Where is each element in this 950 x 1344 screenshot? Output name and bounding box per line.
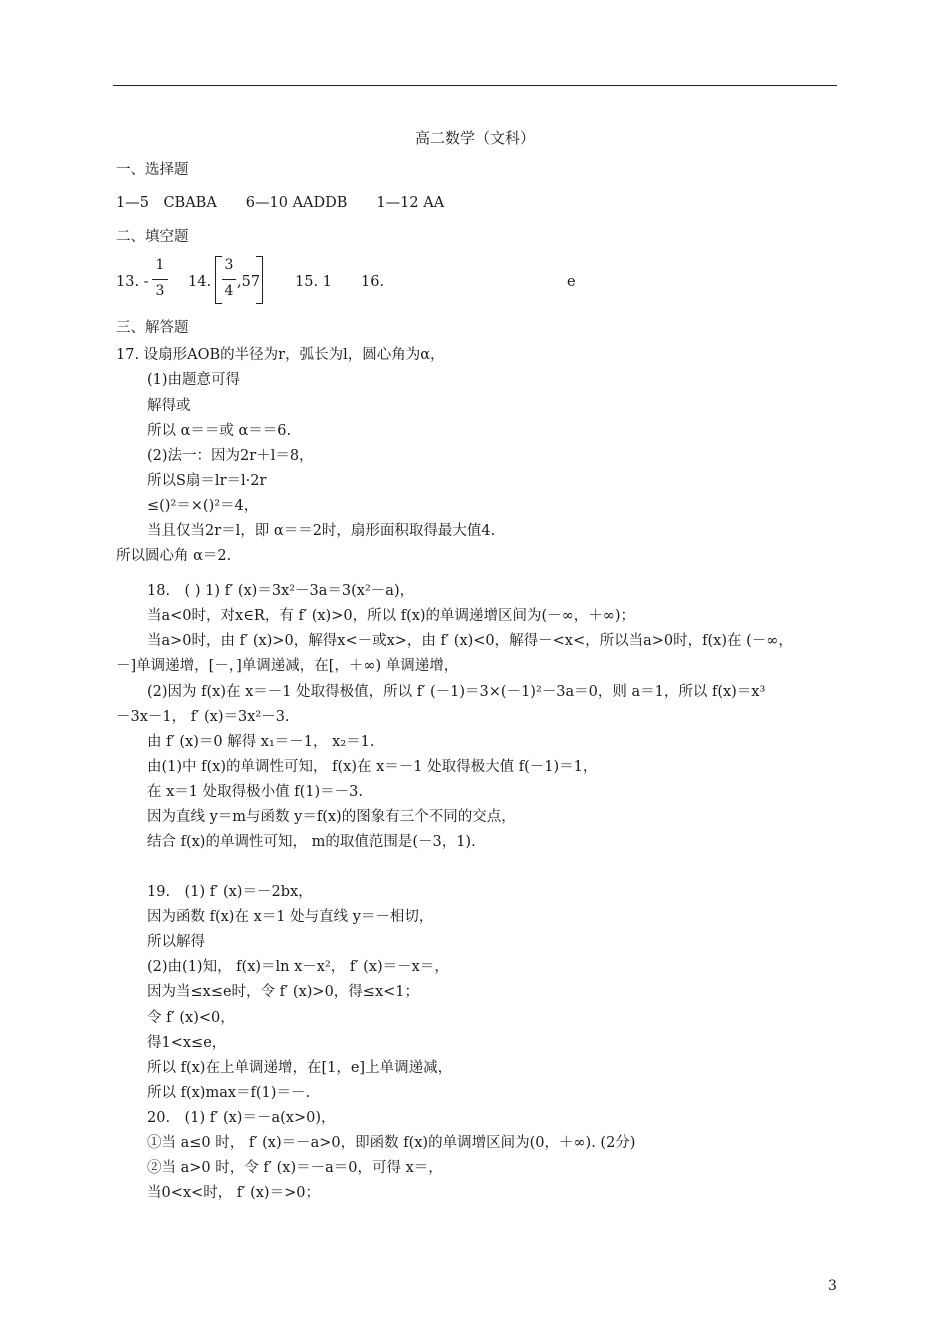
q14-numerator: 3 xyxy=(224,257,234,273)
solution-line: 当且仅当2r＝l，即 α＝＝2时，扇形面积取得最大值4. xyxy=(147,523,496,539)
solution-line: 20. (1) f′ (x)＝－a(x>0)， xyxy=(147,1110,336,1126)
solution-line: 所以解得 xyxy=(147,934,205,950)
solution-line: 令 f′ (x)<0， xyxy=(147,1010,235,1026)
q15-answer: 15. 1 xyxy=(295,274,332,290)
solution-line: 19. (1) f′ (x)＝－2bx， xyxy=(147,884,313,900)
section-heading-solutions: 三、解答题 xyxy=(116,320,189,336)
solution-line: (2)由(1)知， f(x)＝ln x－x²， f′ (x)＝－x＝， xyxy=(147,959,449,975)
q16-value: e xyxy=(567,274,576,290)
solution-line: (2)法一：因为2r＋l＝8， xyxy=(147,448,314,464)
solution-line: 当a>0时，由 f′ (x)>0，解得x<－或x>，由 f′ (x)<0，解得－<x<，所以当a>0时，f(x)在 (－∞， xyxy=(147,633,793,649)
solution-line: 因为当≤x≤e时，令 f′ (x)>0，得≤x<1； xyxy=(147,984,420,1000)
q13-numerator: 1 xyxy=(155,257,165,273)
header-rule xyxy=(113,85,837,86)
solution-line: (2)因为 f(x)在 x＝－1 处取得极值，所以 f′ (－1)＝3×(－1)²－3a＝0，则 a＝1，所以 f(x)＝x³ xyxy=(147,684,766,700)
q16-label: 16. xyxy=(361,274,385,290)
solution-line: ①当 a≤0 时， f′ (x)＝－a>0，即函数 f(x)的单调增区间为(0，＋∞). (2分) xyxy=(147,1135,636,1151)
solution-line: 得1<x≤e， xyxy=(147,1035,227,1051)
q14-fraction-bar xyxy=(222,279,236,280)
q14-prefix: 14. xyxy=(188,274,212,290)
section-heading-choice: 一、选择题 xyxy=(116,162,189,178)
page-number: 3 xyxy=(828,1278,837,1294)
solution-line: 由(1)中 f(x)的单调性可知， f(x)在 x＝－1 处取得极大值 f(－1)＝1， xyxy=(147,759,598,775)
q13-fraction-bar xyxy=(152,279,168,280)
solution-line: 解得或 xyxy=(147,398,191,414)
q14-left-bracket xyxy=(215,256,222,304)
solution-line: 因为函数 f(x)在 x＝1 处与直线 y＝－相切， xyxy=(147,909,434,925)
solution-line: －3x－1， f′ (x)＝3x²－3. xyxy=(116,709,290,725)
solution-line: 在 x＝1 处取得极小值 f(1)＝－3. xyxy=(147,784,363,800)
solution-line: (1)由题意可得 xyxy=(147,372,241,388)
solution-line: ≤()²＝×()²＝4， xyxy=(147,498,259,514)
q13-denominator: 3 xyxy=(155,283,165,299)
q14-denominator: 4 xyxy=(224,283,234,299)
solution-line: 因为直线 y＝m与函数 y＝f(x)的图象有三个不同的交点， xyxy=(147,809,516,825)
q14-tail: ,57 xyxy=(237,274,261,290)
solution-line: 所以圆心角 α＝2. xyxy=(116,548,232,564)
solution-line: 18. ( ) 1) f′ (x)＝3x²－3a＝3(x²－a)， xyxy=(147,583,415,599)
solution-line: 当0<x<时， f′ (x)＝>0； xyxy=(147,1185,320,1201)
page-title: 高二数学（文科） xyxy=(414,129,535,147)
solution-line: 所以 f(x)max＝f(1)＝－. xyxy=(147,1085,311,1101)
solution-line: 当a<0时，对x∈R，有 f′ (x)>0，所以 f(x)的单调递增区间为(－∞，＋∞)； xyxy=(147,608,636,624)
solution-line: －]单调递增，[－，]单调递减，在[，＋∞) 单调递增， xyxy=(116,658,459,674)
solution-line: ②当 a>0 时，令 f′ (x)＝－a＝0，可得 x＝， xyxy=(147,1160,443,1176)
q14-right-bracket xyxy=(256,256,263,304)
solution-line: 由 f′ (x)＝0 解得 x₁＝－1， x₂＝1. xyxy=(147,734,375,750)
solution-line: 17. 设扇形AOB的半径为r，弧长为l，圆心角为α， xyxy=(116,347,445,363)
solution-line: 所以 α＝＝或 α＝＝6. xyxy=(147,423,292,439)
q13-prefix: 13. - xyxy=(116,274,149,290)
solution-line: 所以 f(x)在上单调递增，在[1，e]上单调递减， xyxy=(147,1060,453,1076)
solution-line: 所以S扇＝lr＝l·2r xyxy=(147,473,267,489)
section-heading-fill: 二、填空题 xyxy=(116,229,189,245)
solution-line: 结合 f(x)的单调性可知， m的取值范围是(－3，1). xyxy=(147,834,476,850)
choice-answers: 1—5 CBABA 6—10 AADDB 1—12 AA xyxy=(116,195,445,211)
